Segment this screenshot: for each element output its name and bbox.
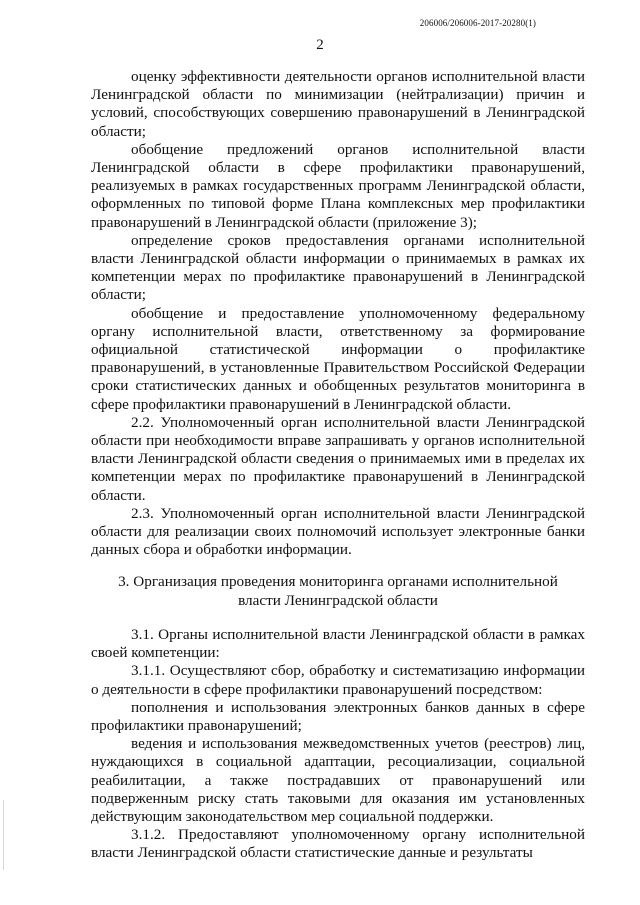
section-heading-line: 3. Организация проведения мониторинга органами исполнительной [118,573,558,591]
paragraph: оценку эффективности деятельности органов исполнительной власти Ленинградской области по минимизации (нейтрализации) причин и условий, способствующих совершению правонарушений в Ленинградской области; [91,68,585,140]
paragraph: 2.2. Уполномоченный орган исполнительной власти Ленинградской области при необходимости вправе запрашивать у органов исполнительной власти Ленинградской области сведения о принимаемых ими в пределах их компетенции мерах по профилактике правонарушений в Ленинградской области. [91,413,585,504]
section-heading-line: власти Ленинградской области [238,591,438,609]
paragraph: ведения и использования межведомственных учетов (реестров) лиц, нуждающихся в социальной адаптации, ресоциализации, социальной реабилитации, а также пострадавших от правонарушений или подверженным риску стать таковыми для оказания им установленных действующим законодательством мер социальной поддержки. [91,735,585,825]
paragraph: пополнения и использования электронных банков данных в сфере профилактики правонарушений; [91,698,585,734]
paragraph: 2.3. Уполномоченный орган исполнительной власти Ленинградской области для реализации своих полномочий использует электронные банки данных сбора и обработки информации. [91,504,585,559]
paragraph: обобщение предложений органов исполнительной власти Ленинградской области в сфере профилактики правонарушений, реализуемых в рамках государственных программ Ленинградской области, оформленных по типовой форме Плана комплексных мер профилактики правонарушений в Ленинградской области (приложение 3); [91,140,585,231]
document-id: 206006/206006-2017-20280(1) [419,18,536,28]
page-number: 2 [316,37,324,53]
section-heading [91,573,585,609]
paragraph: 3.1. Органы исполнительной власти Ленинградской области в рамках своей компетенции: [91,625,585,662]
document-body [91,68,585,863]
paragraph: 3.1.2. Предоставляют уполномоченному органу исполнительной власти Ленинградской области статистические данные и результаты [91,826,585,862]
paragraph: 3.1.1. Осуществляют сбор, обработку и систематизацию информации о деятельности в сфере профилактики правонарушений посредством: [91,662,585,698]
paragraph: определение сроков предоставления органами исполнительной власти Ленинградской области информации о принимаемых в рамках их компетенции мерах по профилактике правонарушений в Ленинградской области; [91,231,585,304]
paragraph: обобщение и предоставление уполномоченному федеральному органу исполнительной власти, ответственному за формирование официальной статистической информации о профилактике правонарушений, в установленные Правительством Российской Федерации сроки статистических данных и обобщенных результатов мониторинга в сфере профилактики правонарушений в Ленинградской области. [91,304,585,413]
scan-edge-line [3,800,4,870]
